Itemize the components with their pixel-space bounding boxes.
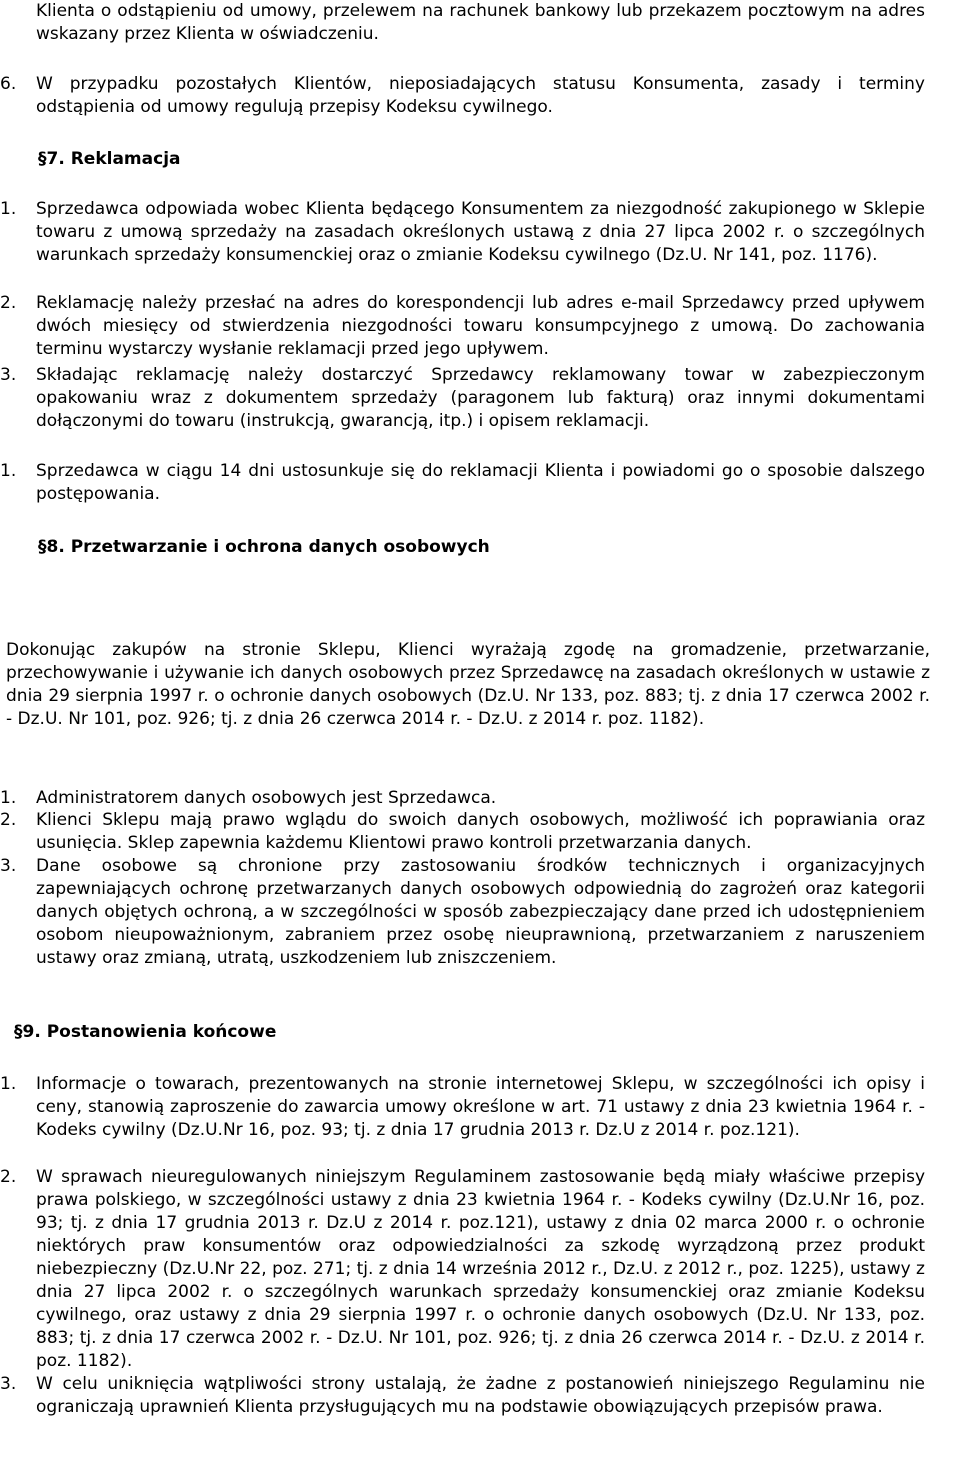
sec8-item-2-text: Klienci Sklepu mają prawo wglądu do swoich danych osobowych, możliwość ich poprawiania oraz usunięcia. Sklep zapewnia każdemu Klientowi prawo kontroli przetwarzania danych. (36, 810, 925, 853)
sec8-heading: §8. Przetwarzanie i ochrona danych osobowych (38, 537, 490, 557)
sec9-item-3-text: W celu uniknięcia wątpliwości strony ustalają, że żadne z postanowień niniejszego Regulaminu nie ograniczają uprawnień Klienta przysługujących mu na podstawie obowiązujących przepisów prawa. (36, 1374, 925, 1417)
sec9-item-1-number: 1. (0, 1074, 17, 1094)
sec6-continuation-text: Klienta o odstąpieniu od umowy, przelewem na rachunek bankowy lub przekazem pocztowym na adres wskazany przez Klienta w oświadczeniu. (36, 1, 925, 44)
sec8-item-1-text: Administratorem danych osobowych jest Sprzedawca. (36, 788, 497, 808)
sec8-intro: Dokonując zakupów na stronie Sklepu, Klienci wyrażają zgodę na gromadzenie, przetwarzanie, przechowywanie i używanie ich danych osobowych przez Sprzedawcę na zasadach określonych w ustawie z dnia 29 sierpnia 1997 r. o ochronie danych osobowych (Dz.U. Nr 133, poz. 883; tj. z dnia 17 czerwca 2002 r. - Dz.U. Nr 101, poz. 926; tj. z dnia 26 czerwca 2014 r. - Dz.U. z 2014 r. poz. 1182). (6, 640, 930, 729)
sec7-item-3-text: Składając reklamację należy dostarczyć Sprzedawcy reklamowany towar w zabezpieczonym opakowaniu wraz z dokumentem sprzedaży (paragonem lub fakturą) oraz innymi dokumentami dołączonymi do towaru (instrukcją, gwarancją, itp.) i opisem reklamacji. (36, 365, 925, 431)
sec9-item-2-number: 2. (0, 1167, 17, 1187)
sec7-item-3-number: 3. (0, 365, 17, 385)
sec8-item-3-number: 3. (0, 856, 17, 876)
sec8-item-2-number: 2. (0, 810, 17, 830)
sec7-item-2-text: Reklamację należy przesłać na adres do korespondencji lub adres e-mail Sprzedawcy przed upływem dwóch miesięcy od stwierdzenia niezgodności towaru konsumpcyjnego z umową. Do zachowania terminu wystarczy wysłanie reklamacji przed jego upływem. (36, 293, 925, 359)
sec7-item-2-number: 2. (0, 293, 17, 313)
sec9-item-2-text: W sprawach nieuregulowanych niniejszym Regulaminem zastosowanie będą miały właściwe przepisy prawa polskiego, w szczególności ustawy z dnia 23 kwietnia 1964 r. - Kodeks cywilny (Dz.U.Nr 16, poz. 93; tj. z dnia 17 grudnia 2013 r. Dz.U z 2014 r. poz.121), ustawy z dnia 02 marca 2000 r. o ochronie niektórych praw konsumentów oraz odpowiedzialności za szkodę wyrządzoną przez produkt niebezpieczny (Dz.U.Nr 22, poz. 271; tj. z dnia 14 września 2012 r., Dz.U. z 2012 r., poz. 1225), ustawy z dnia 27 lipca 2002 r. o szczególnych warunkach sprzedaży konsumenckiej oraz zmianie Kodeksu cywilnego, oraz ustawy z dnia 29 sierpnia 1997 r. o ochronie danych osobowych (Dz.U. Nr 133, poz. 883; tj. z dnia 17 czerwca 2002 r. - Dz.U. Nr 101, poz. 926; tj. z dnia 26 czerwca 2014 r. - Dz.U. z 2014 r. poz. 1182). (36, 1167, 925, 1371)
sec8-item-1-number: 1. (0, 788, 17, 808)
sec7-item-1-text: Sprzedawca odpowiada wobec Klienta będącego Konsumentem za niezgodność zakupionego w Sklepie towaru z umową sprzedaży na zasadach określonych ustawą z dnia 27 lipca 2002 r. o szczególnych warunkach sprzedaży konsumenckiej oraz o zmianie Kodeksu cywilnego (Dz.U. Nr 141, poz. 1176). (36, 199, 925, 265)
sec8-item-3-text: Dane osobowe są chronione przy zastosowaniu środków technicznych i organizacyjnych zapewniających ochronę przetwarzanych danych osobowych odpowiednią do zagrożeń oraz kategorii danych objętych ochroną, a w szczególności w sposób zabezpieczający dane przed ich udostępnieniem osobom nieupoważnionym, zabraniem przez osobę nieuprawnioną, przetwarzaniem z naruszeniem ustawy oraz zmianą, utratą, uszkodzeniem lub zniszczeniem. (36, 856, 925, 968)
sec6-item-6-text: W przypadku pozostałych Klientów, nieposiadających statusu Konsumenta, zasady i terminy odstąpienia od umowy regulują przepisy Kodeksu cywilnego. (36, 74, 925, 117)
sec7-item-4-text: Sprzedawca w ciągu 14 dni ustosunkuje się do reklamacji Klienta i powiadomi go o sposobie dalszego postępowania. (36, 461, 925, 504)
sec7-heading: §7. Reklamacja (38, 149, 181, 169)
sec7-item-1-number: 1. (0, 199, 17, 219)
sec9-item-3-number: 3. (0, 1374, 17, 1394)
sec9-item-1-text: Informacje o towarach, prezentowanych na stronie internetowej Sklepu, w szczególności ich opisy i ceny, stanowią zaproszenie do zawarcia umowy określone w art. 71 ustawy z dnia 23 kwietnia 1964 r. - Kodeks cywilny (Dz.U.Nr 16, poz. 93; tj. z dnia 17 grudnia 2013 r. Dz.U z 2014 r. poz.121). (36, 1074, 925, 1140)
sec6-item-6-number: 6. (0, 74, 17, 94)
sec9-heading: §9. Postanowienia końcowe (14, 1022, 277, 1042)
sec7-item-4-number: 1. (0, 461, 17, 481)
